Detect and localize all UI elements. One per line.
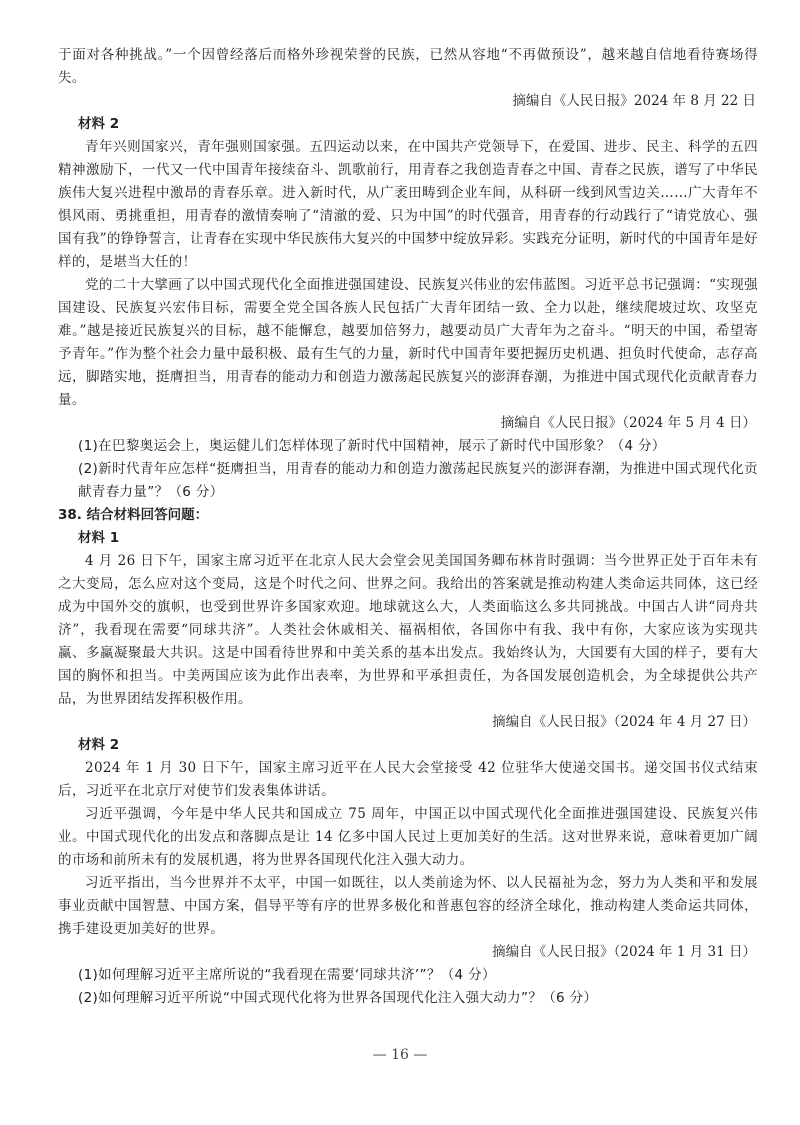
previous-material-fragment: 于面对各种挑战。”一个因曾经落后而格外珍视荣誉的民族，已然从容地“不再做预设”，越来越自信地看待赛场得失。 — [58, 47, 758, 86]
question-heading: 38. 结合材料回答问题： — [58, 507, 209, 523]
sub-question: (1)在巴黎奥运会上，奥运健儿们怎样体现了新时代中国精神，展示了新时代中国形象？（4 分） — [78, 438, 666, 454]
material-paragraph: 党的二十大擘画了以中国式现代化全面推进强国建设、民族复兴伟业的宏伟蓝图。习近平总书记强调：“实现强国建设、民族复兴宏伟目标，需要全党全国各族人民包括广大青年团结一致、全力以赴，继续爬坡过坎、攻坚克难。”越是接近民族复兴的目标，越不能懈怠，越要加倍努力，越要动员广大青年为之奋斗。“明天的中国，希望寄予青年。”作为整个社会力量中最积极、最有生气的力量，新时代中国青年要把握历史机遇、担负时代使命，志存高远，脚踏实地，挺膺担当，用青春的能动力和创造力激荡起民族复兴的澎湃春潮，为推进中国式现代化贡献青春力量。 — [58, 277, 758, 408]
material-paragraph: 习近平强调，今年是中华人民共和国成立 75 周年，中国正以中国式现代化全面推进强国建设、民族复兴伟业。中国式现代化的出发点和落脚点是让 14 亿多中国人民过上更加美好的生活。这对世界来说，意味着更加广阔的市场和前所未有的发展机遇，将为世界各国现代化注入强大动力。 — [58, 806, 758, 868]
page-number: — 16 — — [372, 1047, 428, 1063]
question-37-continued — [58, 44, 758, 1010]
source-citation: 摘编自《人民日报》（2024 年 5 月 4 日） — [500, 415, 756, 431]
sub-question: (2)新时代青年应怎样“挺膺担当，用青春的能动力和创造力激荡起民族复兴的澎湃春潮，为推进中国式现代化贡献青春力量”？（6 分） — [78, 461, 758, 500]
sub-question: (2)如何理解习近平所说“中国式现代化将为世界各国现代化注入强大动力”？（6 分） — [78, 990, 598, 1006]
material-paragraph: 青年兴则国家兴，青年强则国家强。五四运动以来，在中国共产党领导下，在爱国、进步、民主、科学的五四精神激励下，一代又一代中国青年接续奋斗、凯歌前行，用青春之我创造青春之中国、青春之民族，谱写了中华民族伟大复兴进程中激昂的青春乐章。进入新时代，从广袤田畴到企业车间，从科研一线到风雪边关……广大青年不惧风雨、勇挑重担，用青春的激情奏响了“清澈的爱、只为中国”的时代强音，用青春的行动践行了“请党放心、强国有我”的铮铮誓言，让青春在实现中华民族伟大复兴的中国梦中绽放异彩。实践充分证明，新时代的中国青年是好样的，是堪当大任的！ — [58, 139, 758, 270]
sub-question: (1)如何理解习近平主席所说的“我看现在需要‘同球共济’”？（4 分） — [78, 967, 496, 983]
material-label: 材料 2 — [78, 737, 120, 753]
source-citation: 摘编自《人民日报》2024 年 8 月 22 日 — [512, 93, 756, 109]
material-label: 材料 2 — [78, 116, 120, 132]
source-citation: 摘编自《人民日报》（2024 年 4 月 27 日） — [492, 714, 756, 730]
material-paragraph: 2024 年 1 月 30 日下午，国家主席习近平在人民大会堂接受 42 位驻华大使递交国书。递交国书仪式结束后，习近平在北京厅对使节们发表集体讲话。 — [58, 760, 758, 799]
material-label: 材料 1 — [78, 530, 120, 546]
material-paragraph: 4 月 26 日下午，国家主席习近平在北京人民大会堂会见美国国务卿布林肯时强调：当今世界正处于百年未有之大变局，怎么应对这个变局，这是个时代之问、世界之问。我给出的答案就是推动构建人类命运共同体，这已经成为中国外交的旗帜，也受到世界许多国家欢迎。地球就这么大，人类面临这么多共同挑战。中国古人讲“同舟共济”，我看现在需要“同球共济”。人类社会休戚相关、福祸相依，各国你中有我、我中有你，大家应该为实现共赢、多赢凝聚最大共识。这是中国看待世界和中美关系的基本出发点。我始终认为，大国要有大国的样子，要有大国的胸怀和担当。中美两国应该为此作出表率，为世界和平承担责任，为各国发展创造机会，为全球提供公共产品，为世界团结发挥积极作用。 — [58, 553, 758, 707]
material-paragraph: 习近平指出，当今世界并不太平，中国一如既往，以人类前途为怀、以人民福祉为念，努力为人类和平和发展事业贡献中国智慧、中国方案，倡导平等有序的世界多极化和普惠包容的经济全球化，推动构建人类命运共同体，携手建设更加美好的世界。 — [58, 875, 758, 937]
source-citation: 摘编自《人民日报》（2024 年 1 月 31 日） — [492, 944, 756, 960]
